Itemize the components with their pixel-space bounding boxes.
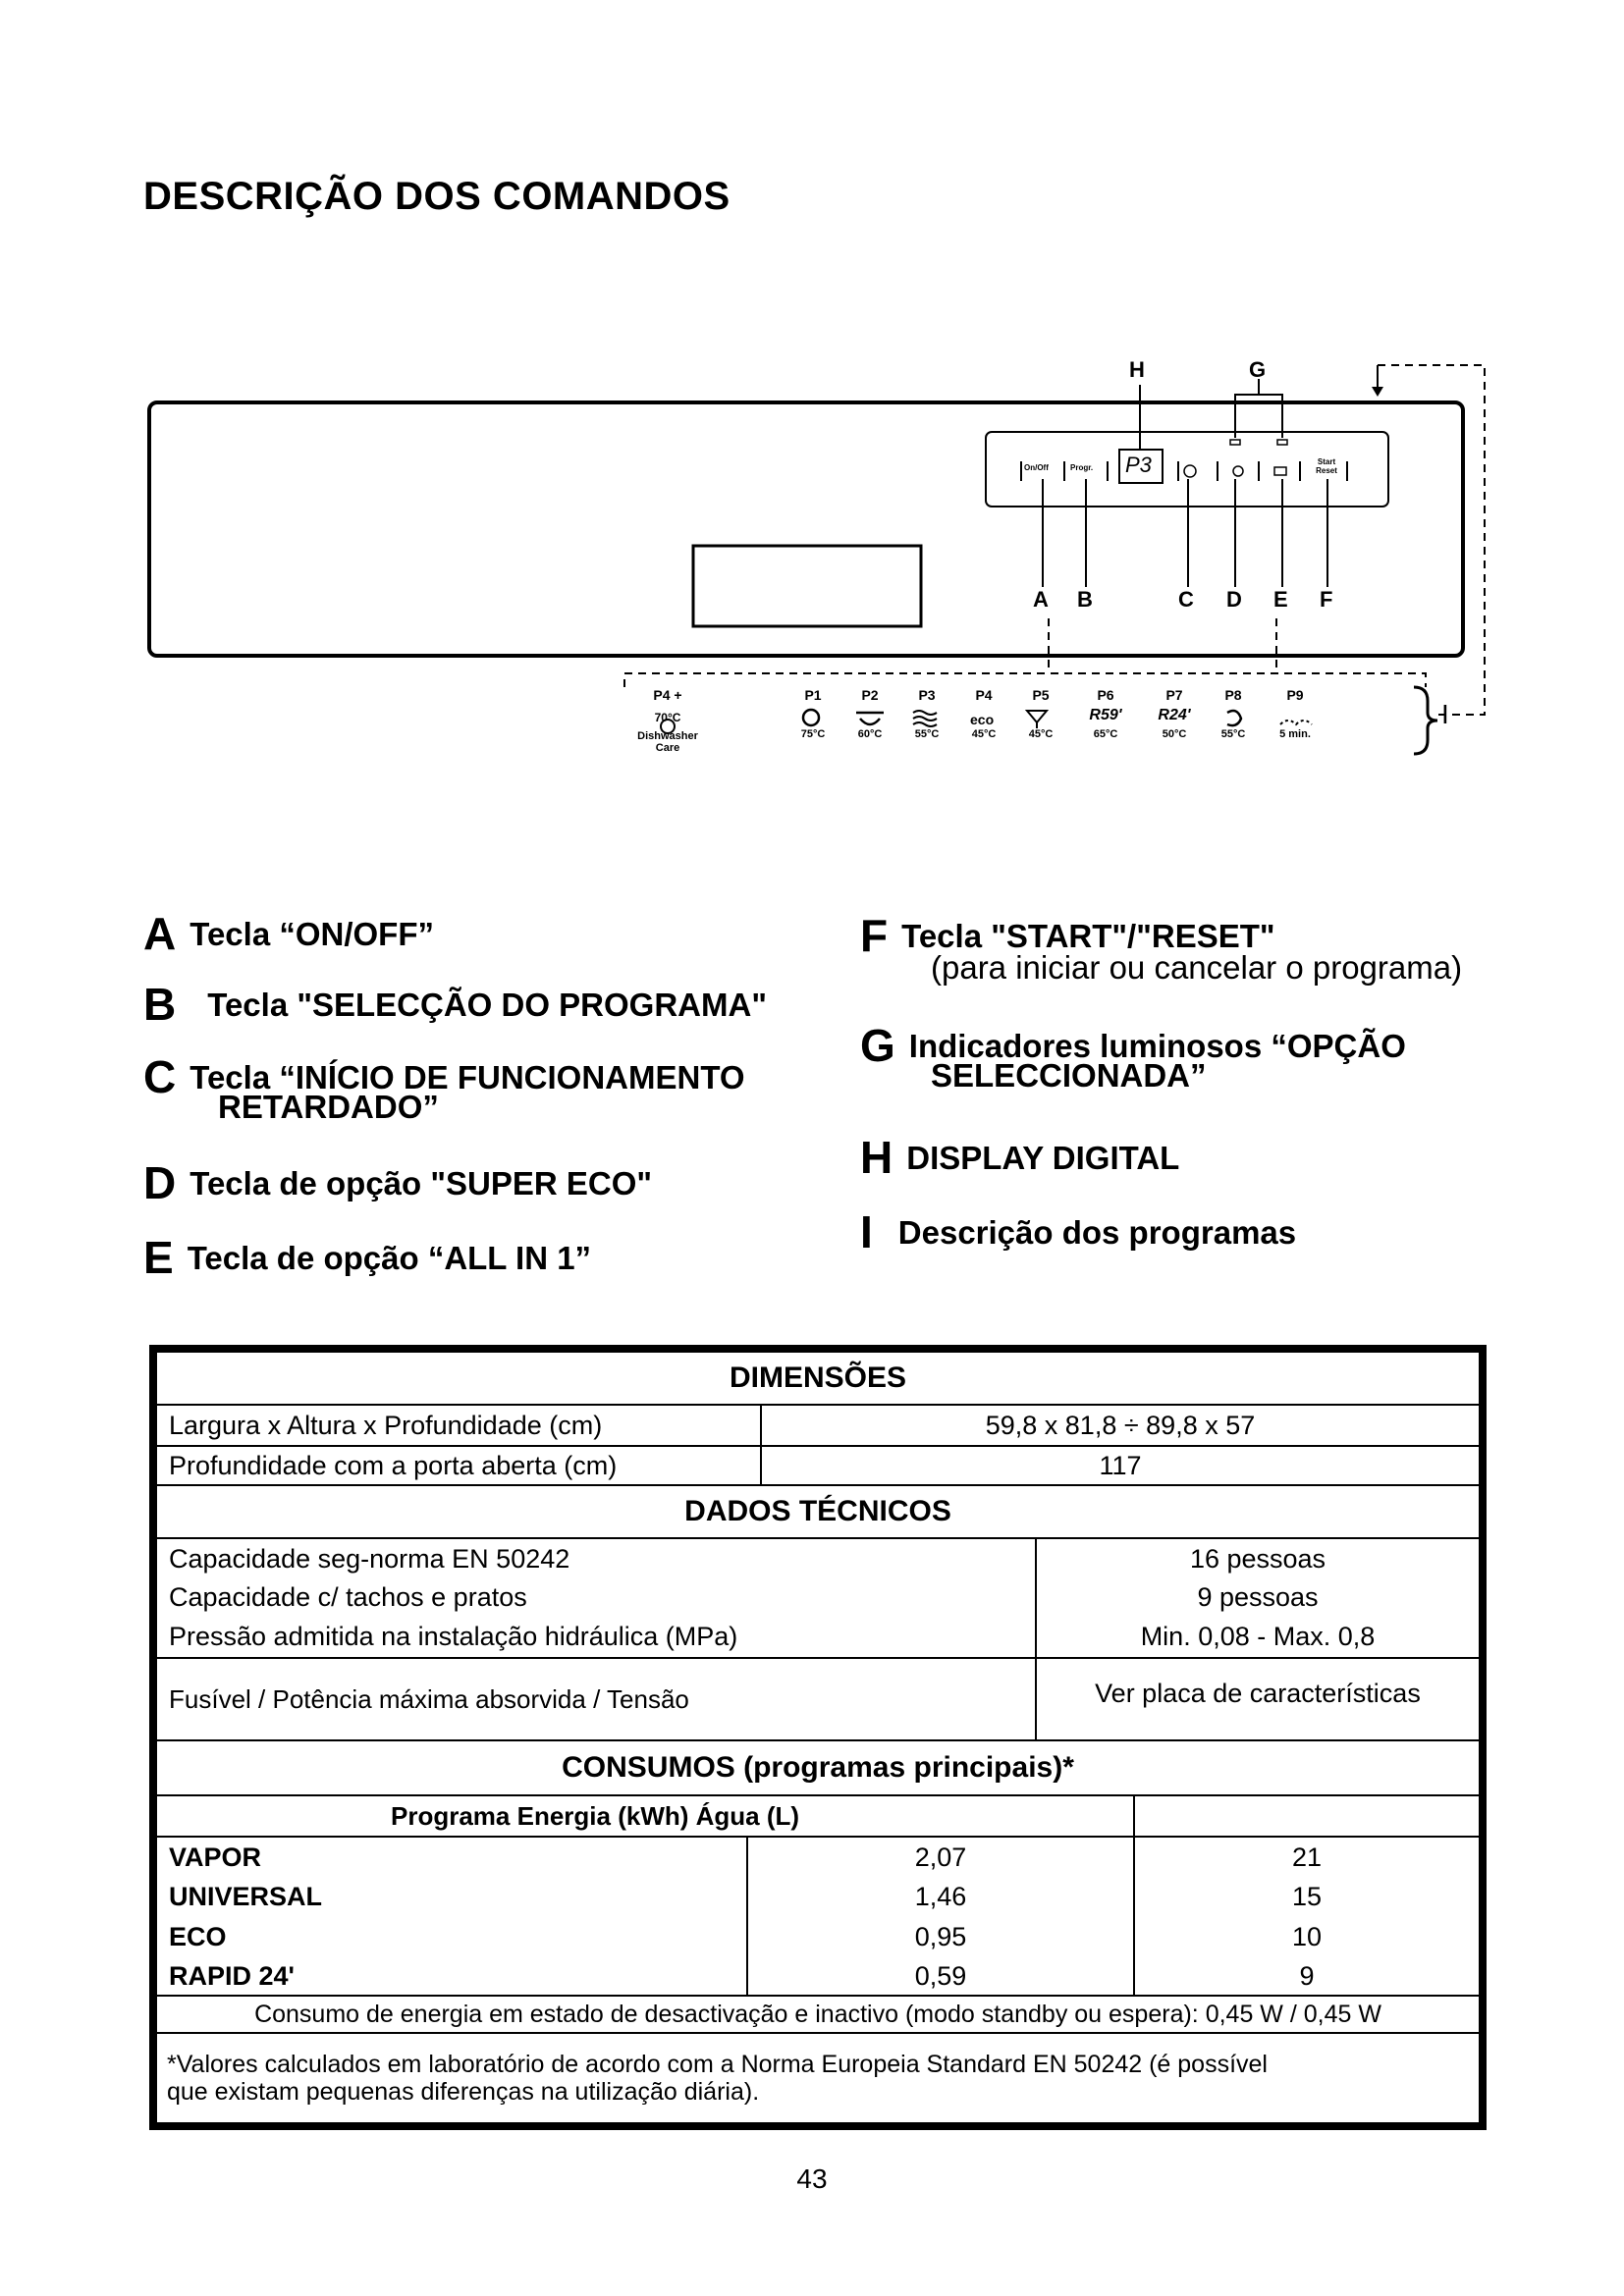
- spec-label: Fusível / Potência máxima absorvida / Tensão: [169, 1683, 689, 1714]
- program-temp: 60°C: [857, 728, 883, 740]
- dimensions-header-row: [157, 1353, 1479, 1406]
- legend-text: Tecla de opção "SUPER ECO": [189, 1165, 653, 1201]
- legend-letter: C: [143, 1051, 177, 1102]
- water-value: 21: [1133, 1838, 1479, 1877]
- legend-text-2: (para iniciar ou cancelar o programa): [931, 949, 1463, 986]
- program-temp: 55°C: [914, 728, 940, 740]
- water-value: 10: [1133, 1916, 1479, 1957]
- program-temp: 70°C: [654, 711, 681, 724]
- intensive-icon: [803, 710, 819, 725]
- tech-header-row: [157, 1486, 1479, 1539]
- program-code: P1: [804, 687, 822, 703]
- page-title: DESCRIÇÃO DOS COMANDOS: [143, 175, 731, 218]
- footnote-line-1: *Valores calculados em laboratório de acordo com a Norma Europeia Standard EN 50242 (é possível: [167, 2051, 1268, 2078]
- legend-g: [860, 1020, 1406, 1095]
- program-code: P6: [1097, 687, 1114, 703]
- label-f: F: [1320, 587, 1333, 612]
- legend-a: [143, 908, 434, 959]
- legend-letter: G: [860, 1020, 895, 1071]
- legend-text: Tecla de opção “ALL IN 1”: [187, 1240, 592, 1276]
- page-number: 43: [796, 2163, 828, 2194]
- program-icons: [628, 705, 1335, 734]
- water-value: 15: [1133, 1877, 1479, 1916]
- label-b: B: [1077, 587, 1093, 612]
- program-temp: 65°C: [1093, 728, 1118, 740]
- table-row: [157, 1578, 1479, 1616]
- water-value: 9: [1133, 1957, 1479, 1995]
- program-name: VAPOR: [169, 1842, 262, 1872]
- label-i: I: [1441, 699, 1449, 729]
- program-name: ECO: [169, 1921, 227, 1951]
- legend-text: Tecla "SELECÇÃO DO PROGRAMA": [207, 987, 767, 1023]
- onoff-button[interactable]: On/Off: [1024, 463, 1049, 472]
- legend-text-2: RETARDADO”: [218, 1089, 439, 1125]
- spec-value: 9 pessoas: [1035, 1578, 1479, 1616]
- legend-c: [143, 1051, 745, 1126]
- program-temp: 75°C: [800, 728, 826, 740]
- normal-icon: [856, 713, 884, 724]
- label-d: D: [1226, 587, 1242, 612]
- program-code: P8: [1224, 687, 1242, 703]
- program-code: P5: [1032, 687, 1050, 703]
- legend-text: Indicadores luminosos “OPÇÃO: [908, 1028, 1406, 1064]
- energy-value: 0,95: [746, 1916, 1133, 1957]
- program-code: P7: [1165, 687, 1183, 703]
- empty-cell: [1133, 1796, 1479, 1836]
- consumption-columns-row: [157, 1796, 1479, 1838]
- spec-value: 16 pessoas: [1035, 1539, 1479, 1578]
- tech-header: DADOS TÉCNICOS: [684, 1495, 951, 1527]
- legend-text: DISPLAY DIGITAL: [906, 1140, 1180, 1176]
- label-h: H: [1129, 357, 1145, 382]
- consumption-header-row: [157, 1741, 1479, 1796]
- table-row: [157, 1957, 1479, 1997]
- program-code: P4 +: [653, 687, 682, 703]
- program-temp: 5 min.: [1279, 728, 1311, 740]
- legend-text-2: SELECCIONADA”: [931, 1057, 1207, 1094]
- label-a: A: [1033, 587, 1049, 612]
- standby-row: [157, 1997, 1479, 2034]
- program-code: P3: [918, 687, 936, 703]
- spec-value: 59,8 x 81,8 ÷ 89,8 x 57: [760, 1406, 1479, 1445]
- program-code: P4: [975, 687, 993, 703]
- legend-letter: I: [860, 1206, 873, 1257]
- table-row: [157, 1616, 1479, 1659]
- legend-h: [860, 1132, 1180, 1183]
- steam-icon: [913, 711, 937, 726]
- program-name: UNIVERSAL: [169, 1881, 323, 1911]
- legend-letter: F: [860, 910, 889, 961]
- program-icon-text: R59': [1089, 707, 1122, 723]
- rinse-icon: [1227, 711, 1241, 725]
- footnote-line-2: que existam pequenas diferenças na utilização diária).: [167, 2078, 760, 2106]
- legend-i: [860, 1206, 1297, 1257]
- soak-icon: [1280, 721, 1312, 724]
- dimensions-header: DIMENSÕES: [729, 1362, 907, 1394]
- energy-value: 2,07: [746, 1838, 1133, 1877]
- dishwasher-care-icon: [661, 720, 675, 733]
- legend-letter: D: [143, 1157, 177, 1208]
- eco-icon: eco: [970, 712, 995, 727]
- footnote-row: [157, 2034, 1479, 2122]
- spec-label: Pressão admitida na instalação hidráulica (MPa): [169, 1621, 738, 1651]
- standby-text: Consumo de energia em estado de desactivação e inactivo (modo standby ou espera): 0,45 W / 0,45 W: [254, 2000, 1381, 2028]
- table-row: [157, 1539, 1479, 1578]
- consumption-header: CONSUMOS (programas principais)*: [562, 1751, 1074, 1784]
- program-name: RAPID 24': [169, 1960, 295, 1991]
- label-c: C: [1178, 587, 1194, 612]
- program-temp: 50°C: [1162, 728, 1187, 740]
- program-temp: 55°C: [1220, 728, 1246, 740]
- legend-text: Tecla “INÍCIO DE FUNCIONAMENTO: [189, 1059, 745, 1095]
- energy-value: 1,46: [746, 1877, 1133, 1916]
- table-row: [157, 1659, 1479, 1741]
- consumption-columns: Programa Energia (kWh) Água (L): [391, 1800, 800, 1831]
- program-code: P9: [1286, 687, 1304, 703]
- legend-letter: H: [860, 1132, 893, 1183]
- legend-letter: B: [143, 979, 177, 1030]
- legend-letter: E: [143, 1232, 174, 1283]
- program-temp: 45°C: [1028, 728, 1054, 740]
- legend-d: [143, 1157, 653, 1208]
- table-row: [157, 1916, 1479, 1957]
- spec-label: Largura x Altura x Profundidade (cm): [169, 1410, 603, 1440]
- legend-text: Descrição dos programas: [897, 1214, 1297, 1251]
- spec-value: Ver placa de características: [1035, 1659, 1479, 1739]
- legend-letter: A: [143, 908, 177, 959]
- program-code: P2: [861, 687, 879, 703]
- program-temp: 45°C: [971, 728, 997, 740]
- spec-value: Min. 0,08 - Max. 0,8: [1035, 1616, 1479, 1657]
- legend-e: [143, 1232, 592, 1283]
- energy-value: 0,59: [746, 1957, 1133, 1995]
- program-icon-text: R24': [1158, 707, 1191, 723]
- label-g: G: [1249, 357, 1267, 382]
- legend-text: Tecla "START"/"RESET": [901, 918, 1275, 954]
- start-reset-button[interactable]: Start Reset: [1316, 457, 1337, 475]
- legend-text: Tecla “ON/OFF”: [189, 916, 434, 952]
- spec-value: 117: [760, 1447, 1479, 1484]
- spec-label: Capacidade c/ tachos e pratos: [169, 1581, 527, 1612]
- spec-label: Capacidade seg-norma EN 50242: [169, 1543, 570, 1574]
- program-name: Dishwasher Care: [637, 730, 698, 754]
- table-row: [157, 1447, 1479, 1486]
- program-button[interactable]: Progr.: [1070, 463, 1094, 472]
- legend-f: [860, 910, 1463, 987]
- table-row: [157, 1406, 1479, 1447]
- spec-label: Profundidade com a porta aberta (cm): [169, 1450, 618, 1480]
- table-row: [157, 1877, 1479, 1916]
- glass-icon: [1027, 711, 1047, 728]
- digital-display: P3: [1125, 453, 1152, 477]
- label-e: E: [1273, 587, 1288, 612]
- specs-table: [149, 1345, 1487, 2130]
- table-row: [157, 1838, 1479, 1877]
- legend-b: [143, 979, 767, 1030]
